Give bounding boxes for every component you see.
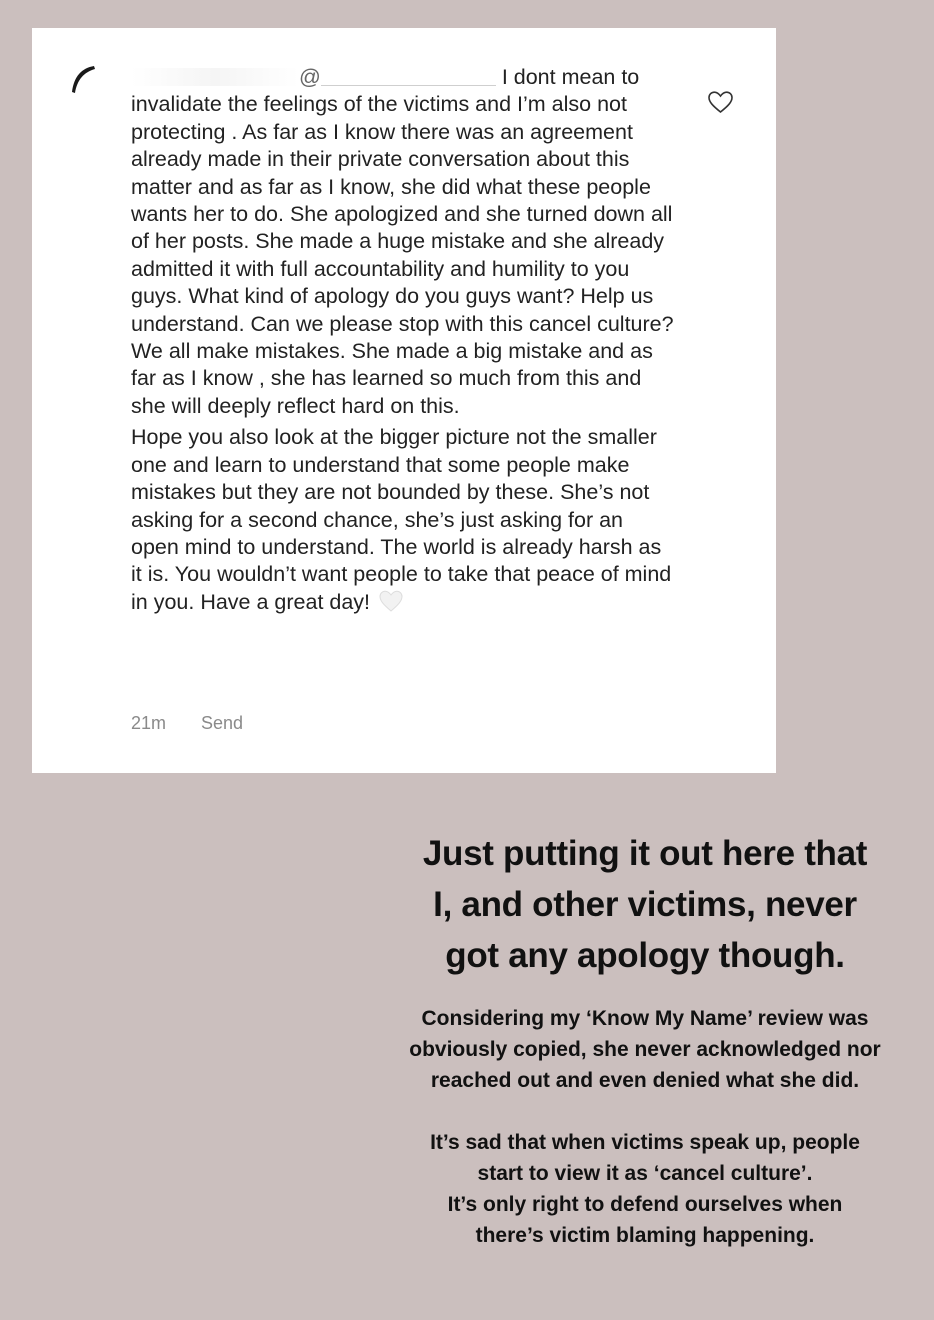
send-button[interactable]: Send: [201, 713, 244, 733]
headline-line: got any apology though.: [445, 936, 845, 975]
overlay-paragraph-2: [360, 1127, 930, 1251]
headline: [360, 828, 930, 981]
comment-paragraph-2: Hope you also look at the bigger picture not the smaller one and learn to understand that some people make mistakes but they are not bounded by these. She’s not asking for a second chance, she’s just asking for an open mind to understand. The world is already harsh as it is. You wouldn’t want people to take that peace of mind in you. Have a great day!: [131, 425, 672, 614]
comment-text: [131, 64, 676, 616]
story-overlay-text: [360, 828, 930, 1282]
comment-paragraph-1: invalidate the feelings of the victims and I’m also not protecting . As far as I know there was an agreement already made in their private conversation about this matter and as far as I know, she did what these people wants her to do. She apologized and she turned down all of her posts. She made a huge mistake and she already admitted it with full accountability and humility to you guys. What kind of apology do you guys want? Help us understand. Can we please stop with this cancel culture? We all make mistakes. She made a big mistake and as far as I know , she has learned so much from this and she will deeply reflect hard on this.: [131, 92, 674, 418]
comment-first-line-tail: I dont mean to: [501, 65, 640, 89]
paragraph-line: It’s only right to defend ourselves when: [447, 1193, 843, 1216]
mention-prefix: @: [299, 65, 321, 89]
overlay-paragraph-1: [360, 1003, 930, 1096]
paragraph-line: start to view it as ‘cancel culture’.: [477, 1162, 813, 1185]
avatar[interactable]: [66, 62, 100, 102]
headline-line: I, and other victims, never: [433, 885, 857, 924]
white-heart-emoji-icon: [378, 589, 404, 613]
comment-time: 21m: [131, 713, 167, 733]
comment-meta: [131, 713, 273, 734]
paragraph-line: reached out and even denied what she did.: [430, 1069, 860, 1092]
headline-line: Just putting it out here that: [422, 834, 868, 873]
like-heart-icon[interactable]: [707, 90, 734, 114]
paragraph-line: obviously copied, she never acknowledged nor: [409, 1038, 881, 1061]
paragraph-line: Considering my ‘Know My Name’ review was: [421, 1007, 869, 1030]
blurred-mention[interactable]: [321, 67, 496, 86]
blurred-username[interactable]: [131, 68, 299, 86]
paragraph-line: there’s victim blaming happening.: [475, 1224, 815, 1247]
paragraph-line: It’s sad that when victims speak up, people: [430, 1131, 860, 1154]
